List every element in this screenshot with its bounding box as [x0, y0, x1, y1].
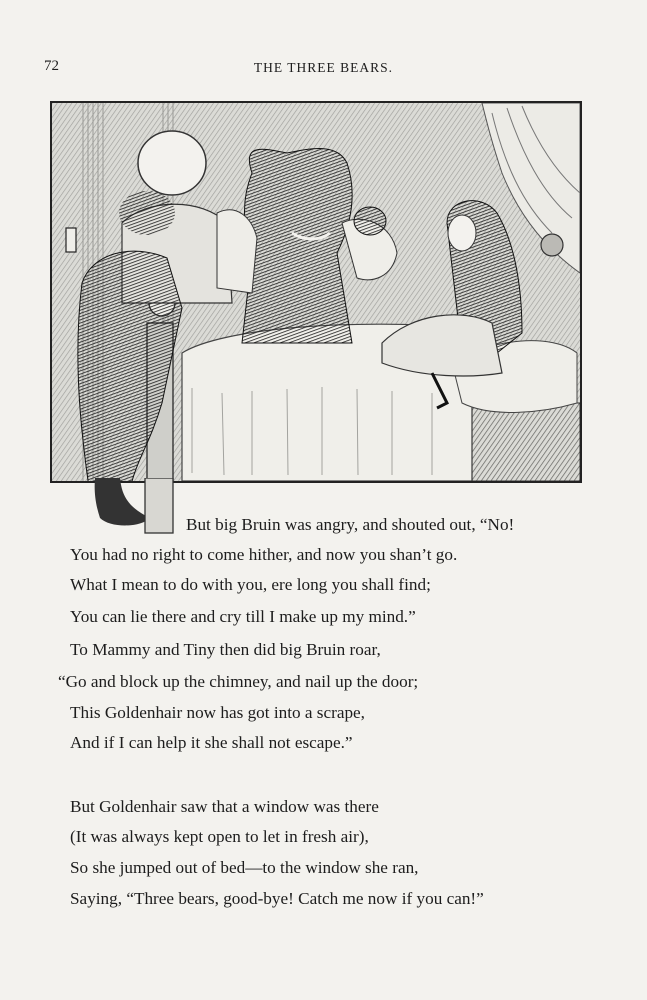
- three-bears-bedroom-scene: [52, 103, 580, 481]
- verse-line: To Mammy and Tiny then did big Bruin roar,: [70, 640, 381, 659]
- verse-line: But big Bruin was angry, and shouted out, “No!: [186, 515, 515, 534]
- verse-line: So she jumped out of bed—to the window she ran,: [70, 858, 419, 877]
- verse-line: You can lie there and cry till I make up my mind.”: [70, 607, 416, 626]
- verse-line: And if I can help it she shall not escape.”: [70, 733, 353, 752]
- verse-line: (It was always kept open to let in fresh air),: [70, 827, 369, 846]
- verse-line: You had no right to come hither, and now you shan’t go.: [70, 545, 458, 564]
- running-title: THE THREE BEARS.: [253, 60, 394, 75]
- verse-line: But Goldenhair saw that a window was there: [70, 797, 379, 816]
- verse-line: “Go and block up the chimney, and nail up the door;: [58, 672, 419, 691]
- verse-line: What I mean to do with you, ere long you shall find;: [70, 575, 431, 594]
- verse-line: This Goldenhair now has got into a scrape,: [70, 703, 365, 722]
- page-number: 72: [44, 58, 59, 74]
- verse-line: Saying, “Three bears, good-bye! Catch me now if you can!”: [70, 889, 484, 908]
- engraved-illustration: [50, 101, 582, 483]
- bear-foot-overlap: [50, 478, 182, 534]
